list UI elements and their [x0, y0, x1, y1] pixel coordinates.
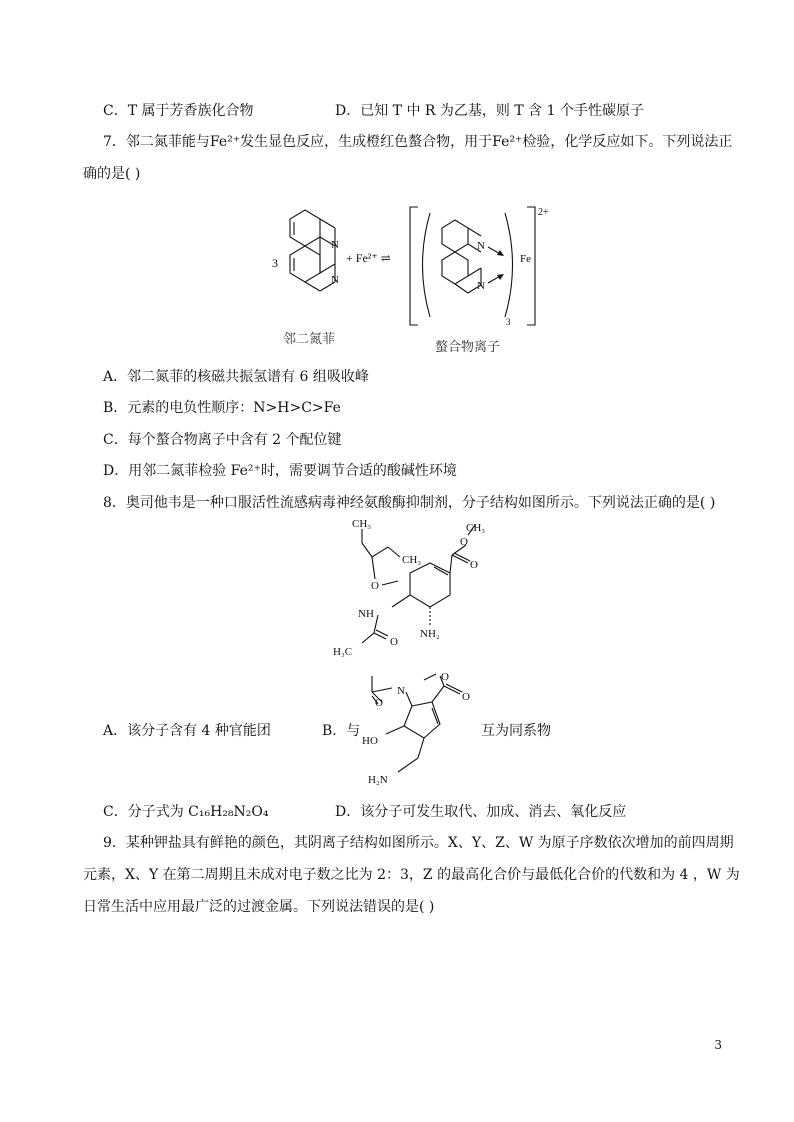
q7-fig-charge: 2+	[538, 207, 549, 218]
q7-stem-line2: 确的是( )	[83, 166, 141, 182]
q7-fig-n3: N	[477, 240, 485, 252]
q8-option-c	[103, 803, 269, 821]
q8-fig1-o-amide: O	[390, 636, 398, 648]
q8-fig2-o-amide: O	[375, 697, 383, 709]
q8-oseltamivir-structure	[0, 515, 794, 675]
q8-stem: 8．奥司他韦是一种口服活性流感病毒神经氨酸酶抑制剂，分子结构如图所示。下列说法正确的是( )	[103, 495, 716, 511]
q8-fig1-nh2: NH₂	[420, 628, 440, 640]
q6-option-d: D．已知 T 中 R 为乙基，则 T 含 1 个手性碳原子	[335, 103, 644, 119]
q7-reaction-figure	[0, 195, 794, 365]
q8-option-c-prefix: C．分子式为	[103, 804, 184, 820]
q8-fig1-ch3-ester: CH₃	[466, 522, 486, 534]
q8-option-d: D．该分子可发生取代、加成、消去、氧化反应	[335, 804, 627, 820]
q7-fig-label-3: 3	[272, 256, 278, 270]
q9-stem-line1: 9．某种钾盐具有鲜艳的颜色，其阴离子结构如图所示。X、Y、Z、W 为原子序数依次增加的前四周期	[103, 835, 734, 851]
q8-fig1-o-carbonyl: O	[470, 559, 478, 571]
q7-fig-n2: N	[331, 274, 339, 286]
q8-fig1-o-ester: O	[460, 536, 468, 548]
q7-caption-chelate-ion: 螯合物离子	[435, 340, 501, 355]
q8-option-c-formula: C₁₆H₂₈N₂O₄	[188, 804, 269, 820]
q7-option-c: C．每个螯合物离子中含有 2 个配位键	[103, 432, 342, 448]
q8-fig1-nh: NH	[358, 608, 374, 620]
page-number: 3	[714, 1038, 722, 1052]
q8-fig1-o-ether: O	[371, 580, 379, 592]
q7-fig-n4: N	[477, 280, 485, 292]
q8-fig2-n: N	[397, 685, 405, 697]
q8-fig2-h2n: H₂N	[368, 774, 388, 786]
q7-fig-fe: Fe	[520, 253, 531, 265]
q8-fig2-o-carbonyl: O	[462, 691, 470, 703]
q7-option-d: D．用邻二氮菲检验 Fe²⁺时，需要调节合适的酸碱性环境	[103, 463, 457, 479]
q8-fig1-ch3-top: CH₃	[352, 518, 372, 530]
q7-option-b: B．元素的电负性顺序：N>H>C>Fe	[103, 400, 341, 416]
q7-caption-phenanthroline: 邻二氮菲	[283, 332, 336, 347]
q8-option-a: A．该分子含有 4 种官能团	[103, 723, 271, 739]
q8-fig1-ch3-mid: CH₃	[402, 554, 422, 566]
q8-fig2-o-ester: O	[441, 671, 449, 683]
q7-fig-n1: N	[331, 239, 339, 251]
q8-option-b: B．与	[322, 723, 361, 739]
q8-option-b-tail: 互为同系物	[481, 723, 551, 739]
q8-fig2-ho: HO	[362, 735, 378, 747]
q9-stem-line2: 元素，X、Y 在第二周期且未成对电子数之比为 2：3，Z 的最高化合价与最低化合价的代数和为 4 ，W 为	[83, 867, 740, 883]
q6-option-c: C．T 属于芳香族化合物	[103, 103, 254, 119]
q7-option-a: A．邻二氮菲的核磁共振氢谱有 6 组吸收峰	[103, 369, 369, 385]
q7-fig-sub3: 3	[506, 317, 511, 327]
q7-fig-plus-fe: + Fe²⁺ ⇌	[346, 251, 391, 265]
q7-stem-line1: 7．邻二氮菲能与Fe²⁺发生显色反应，生成橙红色螯合物，用于Fe²⁺检验，化学反应如下。下列说法正	[103, 134, 733, 150]
q8-fig1-h3c: H₃C	[333, 646, 353, 658]
q9-stem-line3: 日常生活中应用最广泛的过渡金属。下列说法错误的是( )	[83, 899, 435, 915]
